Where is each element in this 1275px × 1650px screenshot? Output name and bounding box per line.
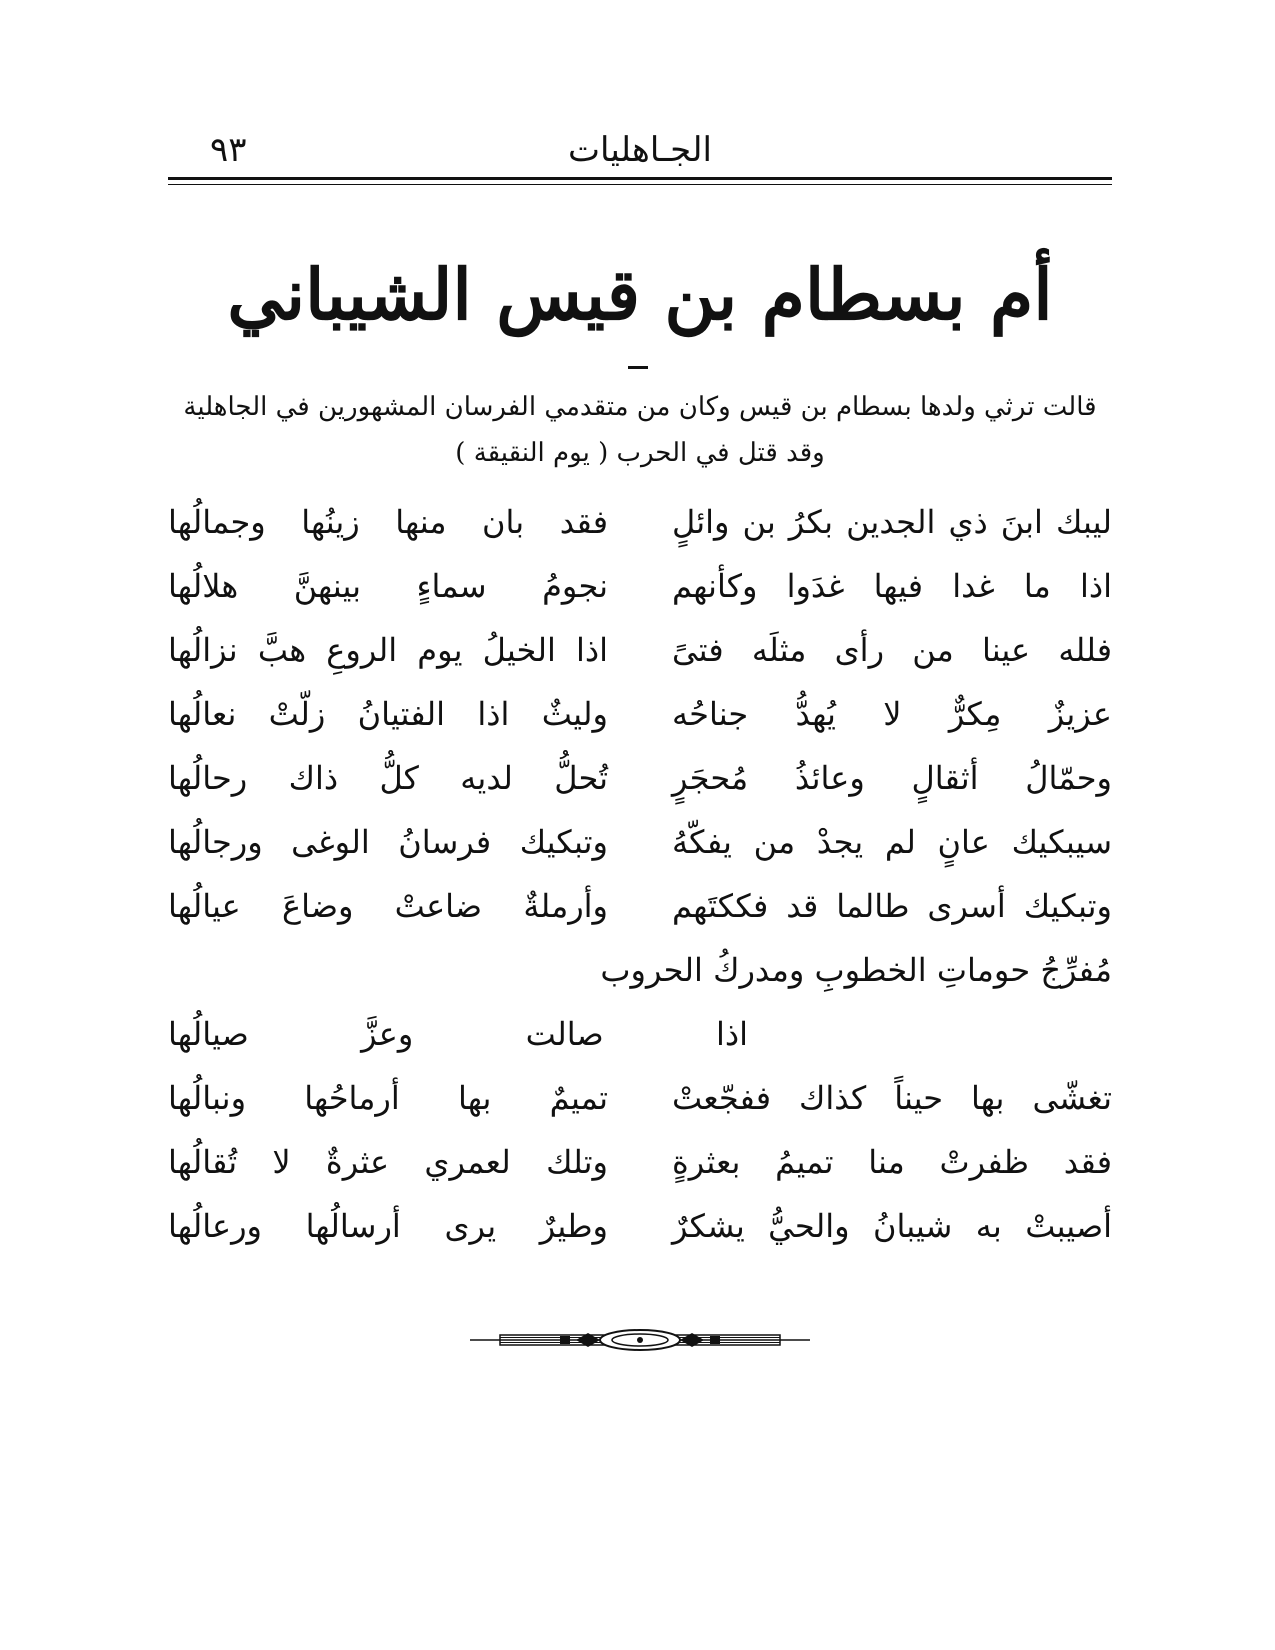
header-rule-thin [168,184,1112,185]
verse-first-hemistich: وحمّالُ أثقالٍ وعائذُ مُحجَرٍ [672,759,1112,797]
verse [168,1194,1112,1258]
intro-line: وقد قتل في الحرب ( يوم النقيقة ) [455,438,825,468]
poem-intro [168,384,1112,476]
verse [168,554,1112,618]
verse-first-hemistich: تغشّى بها حيناً كذاك ففجّعتْ [672,1079,1112,1117]
verse-first-hemistich: وتبكيك أسرى طالما قد فككتَهم [672,887,1112,925]
verse [168,810,1112,874]
intro-line: قالت ترثي ولدها بسطام بن قيس وكان من متقدمي الفرسان المشهورين في الجاهلية [183,392,1097,422]
verse-first-hemistich: مُفرِّجُ حوماتِ الخطوبِ ومدركُ الحروب [600,951,1112,989]
verse-second-hemistich: اذا صالت وعزَّ صيالُها [168,1015,748,1053]
verse-first-hemistich: سيبكيك عانٍ لم يجدْ من يفكّهُ [672,823,1112,861]
verse [168,618,1112,682]
header-rule [168,177,1112,180]
poem-title: أم بسطام بن قيس الشيباني [227,253,1053,336]
verse-second-hemistich: وتبكيك فرسانُ الوغى ورجالُها [168,823,608,861]
verse-second-hemistich: وليثٌ اذا الفتيانُ زلّتْ نعالُها [168,695,608,733]
verse-second-hemistich: اذا الخيلُ يوم الروعِ هبَّ نزالُها [168,631,608,669]
end-ornament [470,1325,810,1355]
verse [168,490,1112,554]
verse [168,1130,1112,1194]
verse [168,1002,1112,1066]
verse [168,746,1112,810]
verse-first-hemistich: أصيبتْ به شيبانُ والحيُّ يشكرٌ [672,1207,1112,1245]
running-header-title: الجـاهليات [568,130,712,170]
verse-second-hemistich: وطيرٌ يرى أرسالُها ورعالُها [168,1207,608,1245]
title-dash [628,366,648,369]
verse [168,1066,1112,1130]
running-header [168,128,1112,176]
verse-first-hemistich: اذا ما غدا فيها غدَوا وكأنهم [672,567,1112,605]
verse-first-hemistich: عزيزٌ مِكرٌّ لا يُهدُّ جناحُه [672,695,1112,733]
verse-list [168,490,1112,1258]
verse-second-hemistich: نجومُ سماءٍ بينهنَّ هلالُها [168,567,608,605]
verse [168,938,1112,1002]
verse [168,682,1112,746]
verse-first-hemistich: فلله عينا من رأى مثلَه فتىً [672,631,1112,669]
page-number: ٩٣ [210,130,247,170]
verse-second-hemistich: تُحلُّ لديه كلُّ ذاك رحالُها [168,759,608,797]
verse-first-hemistich: ليبك ابنَ ذي الجدين بكرُ بن وائلٍ [672,503,1112,541]
verse-first-hemistich: فقد ظفرتْ منا تميمُ بعثرةٍ [672,1143,1112,1181]
verse-second-hemistich: وتلك لعمري عثرةٌ لا تُقالُها [168,1143,608,1181]
verse-second-hemistich: فقد بان منها زينُها وجمالُها [168,503,608,541]
verse [168,874,1112,938]
verse-second-hemistich: تميمٌ بها أرماحُها ونبالُها [168,1079,608,1117]
verse-second-hemistich: وأرملةٌ ضاعتْ وضاعَ عيالُها [168,887,608,925]
